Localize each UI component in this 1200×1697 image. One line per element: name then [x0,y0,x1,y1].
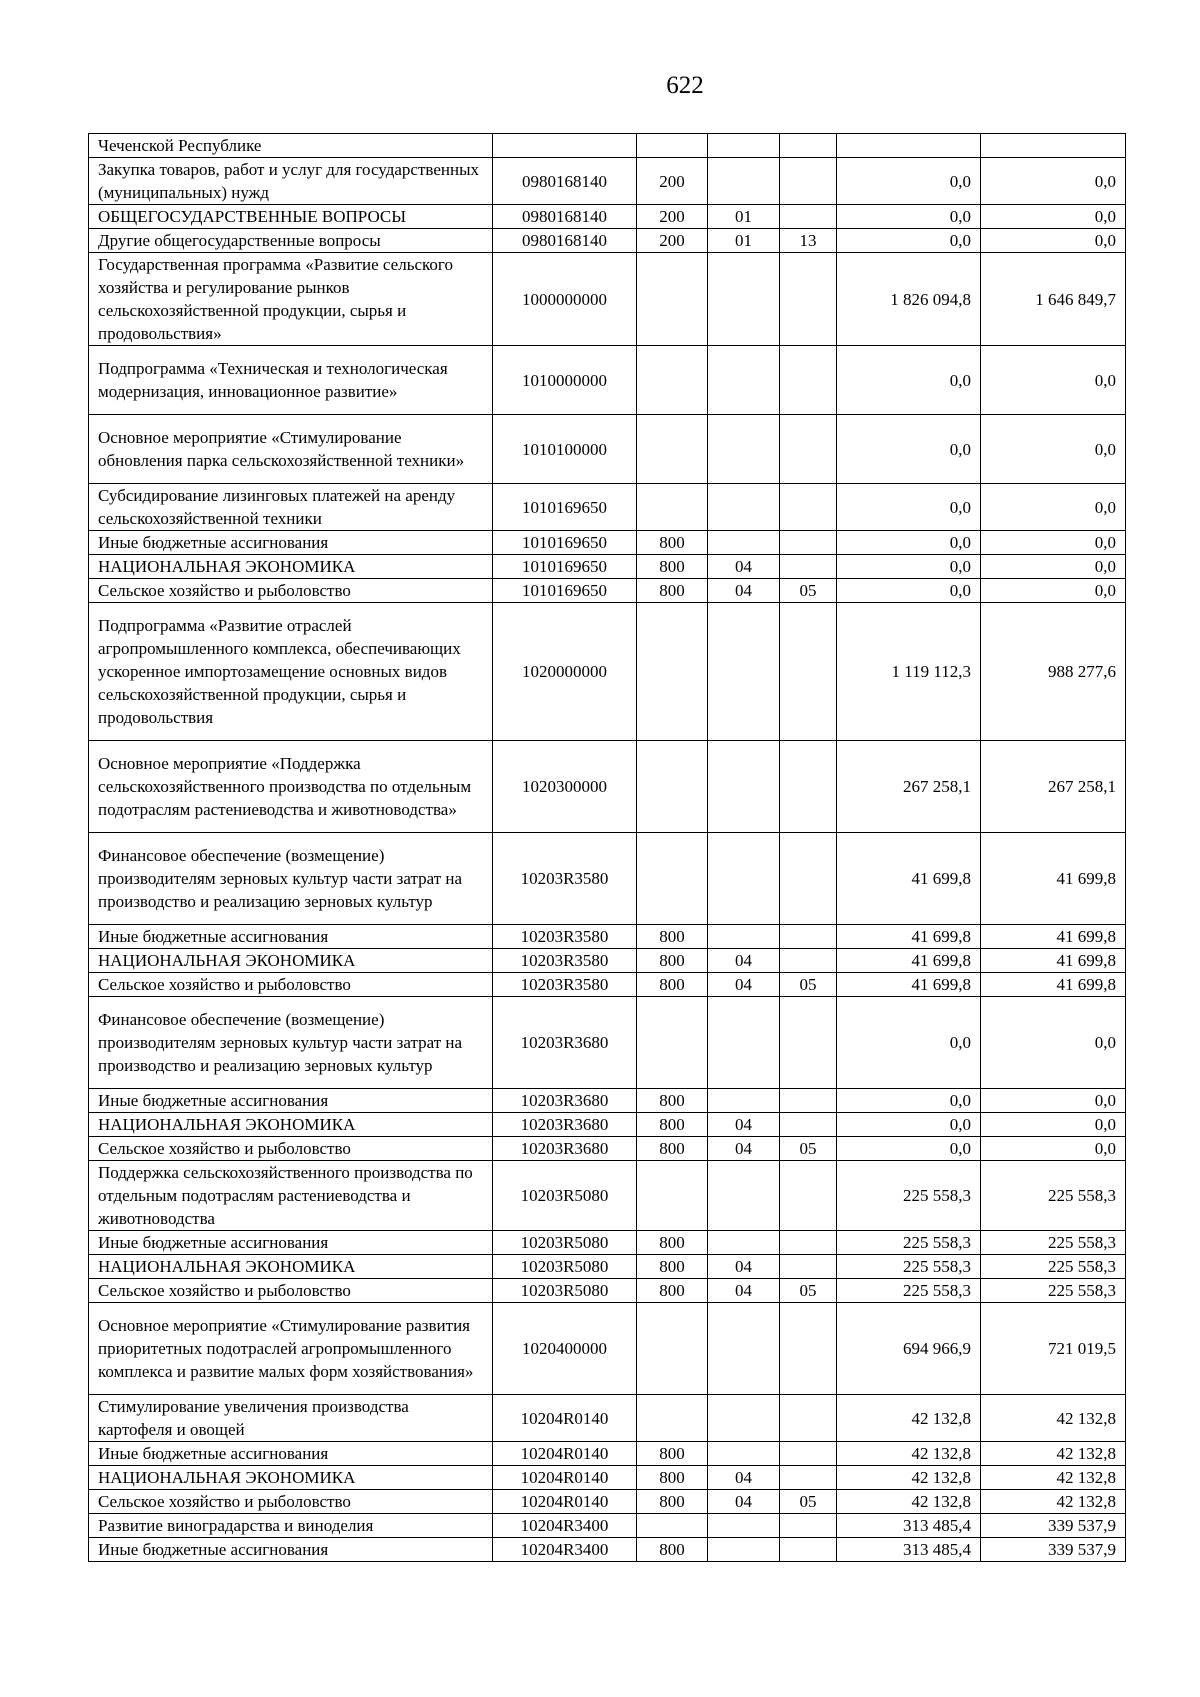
row-expense-type: 200 [637,229,708,253]
row-target-code: 10203R5080 [493,1279,637,1303]
row-target-code: 10203R5080 [493,1231,637,1255]
row-target-code: 10203R3680 [493,1137,637,1161]
row-expense-type: 800 [637,1466,708,1490]
table-row [89,1279,1126,1303]
row-expense-type [637,1514,708,1538]
row-subsection [780,346,837,415]
row-amount-2: 0,0 [981,1089,1126,1113]
row-amount-1: 41 699,8 [837,949,981,973]
row-expense-type: 800 [637,531,708,555]
row-subsection [780,205,837,229]
row-name: Государственная программа «Развитие сельского хозяйства и регулирование рынков сельскохозяйственной продукции, сырья и продовольствия» [89,253,493,346]
row-subsection: 05 [780,1490,837,1514]
row-section [708,1395,780,1442]
table-row [89,1255,1126,1279]
row-target-code [493,134,637,158]
row-section: 04 [708,555,780,579]
row-section: 01 [708,229,780,253]
row-subsection [780,158,837,205]
row-name: Иные бюджетные ассигнования [89,1442,493,1466]
row-name: НАЦИОНАЛЬНАЯ ЭКОНОМИКА [89,1255,493,1279]
row-amount-2: 42 132,8 [981,1490,1126,1514]
row-expense-type: 800 [637,973,708,997]
row-name: Иные бюджетные ассигнования [89,531,493,555]
row-subsection [780,1466,837,1490]
row-name: Основное мероприятие «Стимулирование обновления парка сельскохозяйственной техники» [89,415,493,484]
row-subsection [780,1538,837,1562]
row-expense-type [637,1395,708,1442]
row-amount-2: 225 558,3 [981,1231,1126,1255]
page-number: 622 [666,72,704,99]
row-target-code: 1010100000 [493,415,637,484]
row-expense-type [637,134,708,158]
row-amount-2 [981,134,1126,158]
budget-table [88,133,1126,1562]
row-name: Сельское хозяйство и рыболовство [89,1137,493,1161]
table-row [89,1161,1126,1231]
row-amount-2: 339 537,9 [981,1514,1126,1538]
row-section [708,997,780,1089]
row-amount-1: 1 826 094,8 [837,253,981,346]
row-subsection [780,531,837,555]
row-subsection: 05 [780,1279,837,1303]
row-section: 01 [708,205,780,229]
table-row [89,415,1126,484]
row-section: 04 [708,1490,780,1514]
row-amount-2: 0,0 [981,555,1126,579]
row-section: 04 [708,1137,780,1161]
row-section: 04 [708,1466,780,1490]
table-row [89,555,1126,579]
row-expense-type: 800 [637,1113,708,1137]
row-amount-2: 988 277,6 [981,603,1126,741]
table-row [89,1514,1126,1538]
row-amount-2: 42 132,8 [981,1466,1126,1490]
row-name: НАЦИОНАЛЬНАЯ ЭКОНОМИКА [89,555,493,579]
row-amount-1: 0,0 [837,555,981,579]
row-name: Сельское хозяйство и рыболовство [89,1490,493,1514]
row-name: НАЦИОНАЛЬНАЯ ЭКОНОМИКА [89,949,493,973]
row-expense-type: 800 [637,1089,708,1113]
row-target-code: 0980168140 [493,229,637,253]
row-name: Иные бюджетные ассигнования [89,1538,493,1562]
row-section: 04 [708,1255,780,1279]
row-subsection [780,1442,837,1466]
row-name: Иные бюджетные ассигнования [89,925,493,949]
row-name: Финансовое обеспечение (возмещение) производителям зерновых культур части затрат на производство и реализацию зерновых культур [89,833,493,925]
table-row [89,1303,1126,1395]
row-expense-type: 800 [637,1538,708,1562]
row-section [708,1303,780,1395]
row-section [708,531,780,555]
table-row [89,531,1126,555]
table-row [89,1442,1126,1466]
row-amount-2: 0,0 [981,531,1126,555]
row-amount-1: 0,0 [837,229,981,253]
row-target-code: 10203R5080 [493,1255,637,1279]
row-expense-type: 800 [637,1255,708,1279]
row-target-code: 1020400000 [493,1303,637,1395]
table-row [89,1466,1126,1490]
row-subsection [780,1231,837,1255]
row-amount-1: 0,0 [837,205,981,229]
row-amount-1: 0,0 [837,1089,981,1113]
row-subsection [780,1161,837,1231]
row-target-code: 10203R3680 [493,1113,637,1137]
row-subsection [780,1255,837,1279]
row-subsection [780,949,837,973]
row-name: Основное мероприятие «Стимулирование развития приоритетных подотраслей агропромышленного комплекса и развитие малых форм хозяйствования» [89,1303,493,1395]
row-expense-type [637,484,708,531]
row-amount-1 [837,134,981,158]
row-amount-2: 0,0 [981,997,1126,1089]
row-expense-type: 800 [637,1231,708,1255]
row-section: 04 [708,949,780,973]
row-amount-1: 42 132,8 [837,1395,981,1442]
row-target-code: 10204R0140 [493,1466,637,1490]
table-row [89,1231,1126,1255]
row-target-code: 1020000000 [493,603,637,741]
row-target-code: 10203R3580 [493,925,637,949]
row-name: Иные бюджетные ассигнования [89,1231,493,1255]
row-amount-2: 41 699,8 [981,925,1126,949]
row-amount-1: 42 132,8 [837,1466,981,1490]
row-expense-type [637,1303,708,1395]
row-expense-type: 200 [637,205,708,229]
row-target-code: 10204R3400 [493,1538,637,1562]
table-row [89,1137,1126,1161]
row-expense-type [637,833,708,925]
row-expense-type: 800 [637,1137,708,1161]
row-name: НАЦИОНАЛЬНАЯ ЭКОНОМИКА [89,1113,493,1137]
row-amount-1: 0,0 [837,997,981,1089]
row-subsection: 05 [780,579,837,603]
table-row [89,579,1126,603]
table-row [89,1538,1126,1562]
row-name: Субсидирование лизинговых платежей на аренду сельскохозяйственной техники [89,484,493,531]
row-section [708,833,780,925]
row-amount-1: 267 258,1 [837,741,981,833]
row-amount-2: 0,0 [981,484,1126,531]
table-row [89,134,1126,158]
row-section [708,253,780,346]
row-target-code: 1010000000 [493,346,637,415]
row-amount-2: 225 558,3 [981,1279,1126,1303]
row-section [708,415,780,484]
table-row [89,925,1126,949]
row-amount-1: 694 966,9 [837,1303,981,1395]
row-target-code: 10203R3680 [493,997,637,1089]
row-subsection [780,1395,837,1442]
row-subsection [780,833,837,925]
row-name: Поддержка сельскохозяйственного производства по отдельным подотраслям растениеводства и животноводства [89,1161,493,1231]
row-expense-type [637,415,708,484]
row-amount-2: 225 558,3 [981,1161,1126,1231]
row-subsection [780,925,837,949]
row-expense-type [637,741,708,833]
row-name: Иные бюджетные ассигнования [89,1089,493,1113]
row-target-code: 1020300000 [493,741,637,833]
row-target-code: 0980168140 [493,158,637,205]
row-amount-2: 721 019,5 [981,1303,1126,1395]
table-row [89,1490,1126,1514]
row-amount-2: 0,0 [981,346,1126,415]
row-subsection: 05 [780,1137,837,1161]
row-section [708,1161,780,1231]
row-section [708,158,780,205]
row-name: Сельское хозяйство и рыболовство [89,1279,493,1303]
row-amount-2: 0,0 [981,229,1126,253]
row-section [708,484,780,531]
row-amount-1: 225 558,3 [837,1161,981,1231]
row-target-code: 10204R0140 [493,1490,637,1514]
row-amount-2: 339 537,9 [981,1538,1126,1562]
row-target-code: 1010169650 [493,484,637,531]
row-expense-type: 800 [637,1442,708,1466]
row-expense-type [637,603,708,741]
row-subsection: 05 [780,973,837,997]
row-subsection [780,1113,837,1137]
table-row [89,973,1126,997]
row-subsection [780,997,837,1089]
row-section [708,134,780,158]
row-name: ОБЩЕГОСУДАРСТВЕННЫЕ ВОПРОСЫ [89,205,493,229]
row-expense-type: 200 [637,158,708,205]
row-target-code: 1000000000 [493,253,637,346]
row-name: Закупка товаров, работ и услуг для государственных (муниципальных) нужд [89,158,493,205]
row-subsection [780,603,837,741]
row-amount-2: 41 699,8 [981,833,1126,925]
table-row [89,1395,1126,1442]
row-amount-1: 41 699,8 [837,833,981,925]
row-name: Развитие виноградарства и виноделия [89,1514,493,1538]
row-expense-type: 800 [637,555,708,579]
row-subsection [780,741,837,833]
row-section [708,1231,780,1255]
row-target-code: 10203R3580 [493,973,637,997]
row-subsection [780,134,837,158]
row-section: 04 [708,973,780,997]
row-name: Чеченской Республике [89,134,493,158]
table-row [89,1089,1126,1113]
row-subsection [780,1089,837,1113]
row-amount-1: 42 132,8 [837,1442,981,1466]
row-amount-2: 0,0 [981,158,1126,205]
row-amount-2: 1 646 849,7 [981,253,1126,346]
row-target-code: 10204R0140 [493,1442,637,1466]
row-section: 04 [708,579,780,603]
row-section [708,1442,780,1466]
row-name: Основное мероприятие «Поддержка сельскохозяйственного производства по отдельным подотраслям растениеводства и животноводства» [89,741,493,833]
table-row [89,833,1126,925]
row-amount-2: 42 132,8 [981,1395,1126,1442]
row-section: 04 [708,1279,780,1303]
row-target-code: 10203R3680 [493,1089,637,1113]
row-amount-1: 313 485,4 [837,1514,981,1538]
row-subsection [780,415,837,484]
row-section [708,1089,780,1113]
row-target-code: 10203R3580 [493,833,637,925]
row-expense-type: 800 [637,1279,708,1303]
table-row [89,741,1126,833]
row-amount-1: 0,0 [837,1137,981,1161]
row-section [708,1538,780,1562]
row-section [708,741,780,833]
row-name: НАЦИОНАЛЬНАЯ ЭКОНОМИКА [89,1466,493,1490]
row-subsection: 13 [780,229,837,253]
row-subsection [780,1514,837,1538]
row-amount-1: 41 699,8 [837,973,981,997]
row-amount-1: 0,0 [837,346,981,415]
row-amount-2: 225 558,3 [981,1255,1126,1279]
row-target-code: 10204R0140 [493,1395,637,1442]
row-subsection [780,484,837,531]
row-amount-2: 0,0 [981,1137,1126,1161]
table-row [89,1113,1126,1137]
row-target-code: 1010169650 [493,579,637,603]
row-target-code: 1010169650 [493,555,637,579]
row-amount-1: 225 558,3 [837,1279,981,1303]
row-amount-1: 1 119 112,3 [837,603,981,741]
row-amount-1: 0,0 [837,1113,981,1137]
row-amount-2: 0,0 [981,579,1126,603]
table-body [89,134,1126,1562]
row-target-code: 10203R3580 [493,949,637,973]
row-target-code: 10204R3400 [493,1514,637,1538]
row-amount-1: 0,0 [837,415,981,484]
row-amount-1: 0,0 [837,158,981,205]
row-section [708,1514,780,1538]
row-amount-1: 0,0 [837,484,981,531]
table-row [89,484,1126,531]
table-row [89,603,1126,741]
table-row [89,205,1126,229]
row-target-code: 1010169650 [493,531,637,555]
row-amount-1: 225 558,3 [837,1255,981,1279]
row-subsection [780,555,837,579]
row-name: Стимулирование увеличения производства картофеля и овощей [89,1395,493,1442]
row-subsection [780,253,837,346]
row-amount-2: 267 258,1 [981,741,1126,833]
row-expense-type [637,253,708,346]
row-section [708,603,780,741]
table-row [89,949,1126,973]
row-section: 04 [708,1113,780,1137]
row-amount-2: 0,0 [981,205,1126,229]
row-name: Сельское хозяйство и рыболовство [89,973,493,997]
row-section [708,925,780,949]
table-row [89,229,1126,253]
row-amount-2: 41 699,8 [981,949,1126,973]
row-name: Подпрограмма «Техническая и технологическая модернизация, инновационное развитие» [89,346,493,415]
row-subsection [780,1303,837,1395]
row-expense-type: 800 [637,925,708,949]
row-amount-1: 0,0 [837,531,981,555]
row-amount-2: 41 699,8 [981,973,1126,997]
row-name: Другие общегосударственные вопросы [89,229,493,253]
table-row [89,158,1126,205]
row-name: Финансовое обеспечение (возмещение) производителям зерновых культур части затрат на производство и реализацию зерновых культур [89,997,493,1089]
row-expense-type: 800 [637,1490,708,1514]
table-row [89,346,1126,415]
row-target-code: 10203R5080 [493,1161,637,1231]
row-expense-type [637,1161,708,1231]
row-expense-type [637,346,708,415]
row-amount-1: 42 132,8 [837,1490,981,1514]
row-target-code: 0980168140 [493,205,637,229]
row-amount-1: 313 485,4 [837,1538,981,1562]
row-amount-2: 42 132,8 [981,1442,1126,1466]
row-amount-2: 0,0 [981,415,1126,484]
row-amount-1: 41 699,8 [837,925,981,949]
row-name: Подпрограмма «Развитие отраслей агропромышленного комплекса, обеспечивающих ускоренное импортозамещение основных видов сельскохозяйственной продукции, сырья и продовольствия [89,603,493,741]
row-expense-type [637,997,708,1089]
row-expense-type: 800 [637,579,708,603]
table-row [89,253,1126,346]
row-expense-type: 800 [637,949,708,973]
row-amount-2: 0,0 [981,1113,1126,1137]
row-amount-1: 0,0 [837,579,981,603]
row-section [708,346,780,415]
table-row [89,997,1126,1089]
row-amount-1: 225 558,3 [837,1231,981,1255]
row-name: Сельское хозяйство и рыболовство [89,579,493,603]
